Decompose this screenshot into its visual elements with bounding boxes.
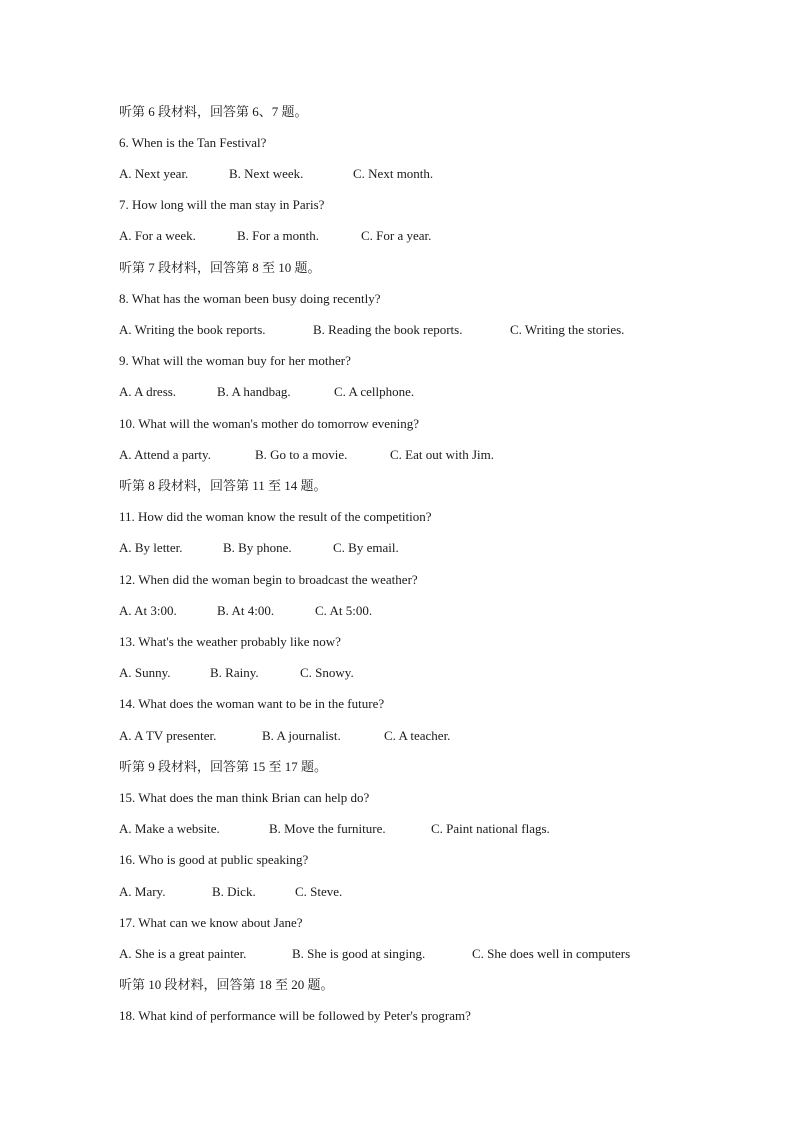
- option-c: C. Eat out with Jim.: [390, 447, 494, 462]
- option-a: A. By letter.: [119, 540, 183, 555]
- question-15: 15. What does the man think Brian can help do?: [119, 790, 370, 805]
- option-b: B. Dick.: [212, 884, 256, 899]
- section-header: 听第 9 段材料，回答第 15 至 17 题。: [119, 759, 328, 774]
- option-a: A. A dress.: [119, 384, 177, 399]
- option-c: C. For a year.: [361, 228, 432, 243]
- option-a: A. A TV presenter.: [119, 728, 217, 743]
- question-12: 12. When did the woman begin to broadcast the weather?: [119, 572, 418, 587]
- option-c: C. A teacher.: [384, 728, 451, 743]
- question-11: 11. How did the woman know the result of the competition?: [119, 509, 432, 524]
- option-b: B. For a month.: [237, 228, 319, 243]
- section-header: 听第 6 段材料，回答第 6、7 题。: [119, 104, 308, 119]
- option-c: C. Snowy.: [300, 665, 354, 680]
- option-b: B. A journalist.: [262, 728, 341, 743]
- section-header: 听第 8 段材料，回答第 11 至 14 题。: [119, 478, 327, 493]
- option-b: B. Go to a movie.: [255, 447, 348, 462]
- question-18: 18. What kind of performance will be followed by Peter's program?: [119, 1008, 471, 1023]
- question-10: 10. What will the woman's mother do tomorrow evening?: [119, 416, 419, 431]
- option-a: A. Next year.: [119, 166, 189, 181]
- option-c: C. By email.: [333, 540, 399, 555]
- option-b: B. Rainy.: [210, 665, 259, 680]
- question-8: 8. What has the woman been busy doing recently?: [119, 291, 381, 306]
- option-a: A. For a week.: [119, 228, 196, 243]
- option-c: C. Next month.: [353, 166, 434, 181]
- question-13: 13. What's the weather probably like now?: [119, 634, 341, 649]
- option-a: A. Make a website.: [119, 821, 220, 836]
- question-6: 6. When is the Tan Festival?: [119, 135, 267, 150]
- option-b: B. By phone.: [223, 540, 292, 555]
- section-header: 听第 7 段材料，回答第 8 至 10 题。: [119, 260, 321, 275]
- option-a: A. She is a great painter.: [119, 946, 247, 961]
- option-b: B. Next week.: [229, 166, 304, 181]
- option-a: A. Writing the book reports.: [119, 322, 266, 337]
- section-header: 听第 10 段材料，回答第 18 至 20 题。: [119, 977, 334, 992]
- question-7: 7. How long will the man stay in Paris?: [119, 197, 325, 212]
- option-a: A. Attend a party.: [119, 447, 211, 462]
- option-a: A. Mary.: [119, 884, 166, 899]
- question-9: 9. What will the woman buy for her mother?: [119, 353, 351, 368]
- option-c: C. Writing the stories.: [510, 322, 625, 337]
- option-a: A. At 3:00.: [119, 603, 177, 618]
- option-c: C. At 5:00.: [315, 603, 373, 618]
- option-c: C. Steve.: [295, 884, 343, 899]
- question-16: 16. Who is good at public speaking?: [119, 852, 309, 867]
- option-b: B. Reading the book reports.: [313, 322, 463, 337]
- option-b: B. At 4:00.: [217, 603, 275, 618]
- option-b: B. Move the furniture.: [269, 821, 386, 836]
- question-17: 17. What can we know about Jane?: [119, 915, 303, 930]
- option-c: C. She does well in computers: [472, 946, 631, 961]
- option-c: C. A cellphone.: [334, 384, 415, 399]
- option-b: B. She is good at singing.: [292, 946, 426, 961]
- option-c: C. Paint national flags.: [431, 821, 550, 836]
- option-a: A. Sunny.: [119, 665, 171, 680]
- option-b: B. A handbag.: [217, 384, 291, 399]
- question-14: 14. What does the woman want to be in the future?: [119, 696, 385, 711]
